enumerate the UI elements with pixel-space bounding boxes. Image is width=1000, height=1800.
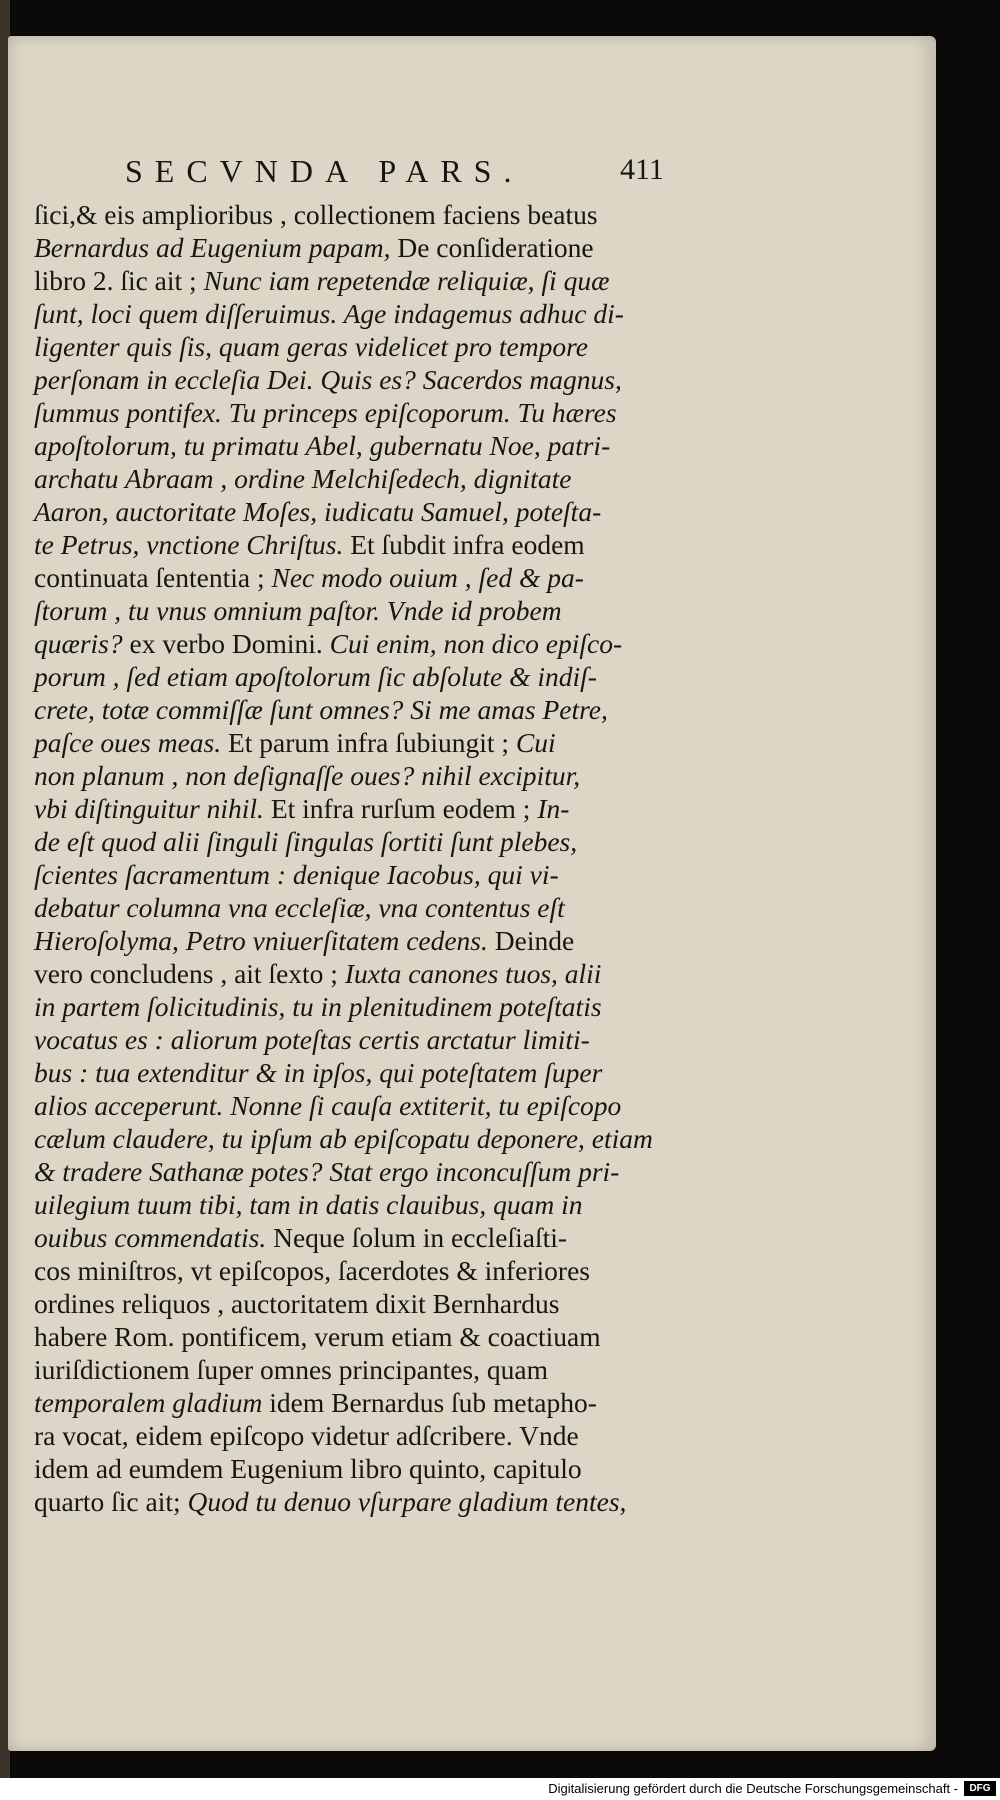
italic-span: archatu Abraam , ordine Melchiſedech, dignitate	[34, 463, 572, 494]
roman-span: vero concludens , ait ſexto ;	[34, 958, 345, 989]
roman-span: ra vocat, eidem epiſcopo videtur adſcribere. Vnde	[34, 1420, 579, 1451]
dfg-logo: DFG	[964, 1781, 996, 1796]
text-line	[34, 231, 674, 264]
roman-span: Et parum infra ſubiungit ;	[221, 727, 516, 758]
italic-span: bus : tua extenditur & in ipſos, qui poteſtatem ſuper	[34, 1057, 603, 1088]
text-line	[34, 1287, 674, 1320]
roman-span: iuriſdictionem ſuper omnes principantes, quam	[34, 1354, 548, 1385]
roman-span: ordines reliquos , auctoritatem dixit Bernhardus	[34, 1288, 560, 1319]
text-line	[34, 858, 674, 891]
italic-span: Cui enim, non dico epiſco-	[329, 628, 623, 659]
text-line	[34, 1155, 674, 1188]
italic-span: ſcientes ſacramentum : denique Iacobus, qui vi-	[34, 859, 559, 890]
roman-span: Et infra rurſum eodem ;	[263, 793, 538, 824]
text-line	[34, 990, 674, 1023]
text-line	[34, 627, 674, 660]
roman-span: idem ad eumdem Eugenium libro quinto, capitulo	[34, 1453, 582, 1484]
text-line	[34, 693, 674, 726]
text-line	[34, 1056, 674, 1089]
text-line	[34, 1485, 674, 1518]
footer-strip	[0, 1778, 1000, 1800]
italic-span: cælum claudere, tu ipſum ab epiſcopatu deponere, etiam	[34, 1123, 653, 1154]
text-line	[34, 561, 674, 594]
text-line	[34, 198, 674, 231]
italic-span: temporalem gladium	[34, 1387, 263, 1418]
roman-span: idem Bernardus ſub metapho-	[262, 1387, 597, 1418]
roman-span: ſici,& eis amplioribus , collectionem faciens beatus	[34, 199, 598, 230]
roman-span: cos miniſtros, vt epiſcopos, ſacerdotes & inferiores	[34, 1255, 590, 1286]
italic-span: vocatus es : aliorum poteſtas certis arctatur limiti-	[34, 1024, 590, 1055]
italic-span: & tradere Sathanæ potes? Stat ergo inconcuſſum pri-	[34, 1156, 620, 1187]
italic-span: Nunc iam repetendæ reliquiæ, ſi quæ	[203, 265, 610, 296]
text-line	[34, 528, 674, 561]
italic-span: Aaron, auctoritate Moſes, iudicatu Samuel, poteſta-	[34, 496, 602, 527]
roman-span: De conſideratione	[390, 232, 594, 263]
text-line	[34, 1023, 674, 1056]
text-line	[34, 264, 674, 297]
italic-span: Cui	[515, 727, 556, 758]
italic-span: ligenter quis ſis, quam geras videlicet pro tempore	[34, 331, 588, 362]
italic-span: uilegium tuum tibi, tam in datis clauibus, quam in	[34, 1189, 583, 1220]
roman-span: Deinde	[487, 925, 575, 956]
text-line	[34, 330, 674, 363]
italic-span: Iuxta canones tuos, alii	[344, 958, 602, 989]
text-line	[34, 1089, 674, 1122]
italic-span: porum , ſed etiam apoſtolorum ſic abſolute & indiſ-	[34, 661, 597, 692]
text-line	[34, 1386, 674, 1419]
text-line	[34, 891, 674, 924]
roman-span: Neque ſolum in eccleſiaſti-	[266, 1222, 568, 1253]
text-line	[34, 1452, 674, 1485]
text-line	[34, 726, 674, 759]
italic-span: ſummus pontifex. Tu princeps epiſcoporum. Tu hæres	[34, 397, 617, 428]
italic-span: Hieroſolyma, Petro vniuerſitatem cedens.	[34, 925, 488, 956]
text-line	[34, 1254, 674, 1287]
italic-span: debatur columna vna eccleſiæ, vna contentus eſt	[34, 892, 565, 923]
roman-span: libro 2. ſic ait ;	[34, 265, 204, 296]
italic-span: ouibus commendatis.	[34, 1222, 267, 1253]
text-line	[34, 594, 674, 627]
italic-span: ſunt, loci quem diſſeruimus. Age indagemus adhuc di-	[34, 298, 624, 329]
italic-span: ſtorum , tu vnus omnium paſtor. Vnde id probem	[34, 595, 562, 626]
roman-span: quarto ſic ait;	[34, 1486, 188, 1517]
text-line	[34, 462, 674, 495]
text-line	[34, 759, 674, 792]
italic-span: Quod tu denuo vſurpare gladium tentes,	[187, 1486, 627, 1517]
italic-span: apoſtolorum, tu primatu Abel, gubernatu Noe, patri-	[34, 430, 611, 461]
footer-credit: Digitalisierung gefördert durch die Deutsche Forschungsgemeinschaft -	[548, 1781, 958, 1796]
text-line	[34, 1353, 674, 1386]
text-line	[34, 1221, 674, 1254]
italic-span: de eſt quod alii ſinguli ſingulas ſortiti ſunt plebes,	[34, 826, 578, 857]
italic-span: alios acceperunt. Nonne ſi cauſa extiterit, tu epiſcopo	[34, 1090, 622, 1121]
body-text	[34, 198, 674, 1518]
italic-span: quæris?	[34, 628, 130, 659]
italic-span: paſce oues meas.	[34, 727, 222, 758]
italic-span: non planum , non deſignaſſe oues? nihil excipitur,	[34, 760, 581, 791]
roman-span: habere Rom. pontificem, verum etiam & coactiuam	[34, 1321, 601, 1352]
text-line	[34, 297, 674, 330]
text-line	[34, 924, 674, 957]
roman-span: continuata ſententia ;	[34, 562, 272, 593]
text-line	[34, 1122, 674, 1155]
text-line	[34, 1419, 674, 1452]
text-line	[34, 660, 674, 693]
text-line	[34, 429, 674, 462]
text-line	[34, 1188, 674, 1221]
text-line	[34, 495, 674, 528]
italic-span: Bernardus ad Eugenium papam,	[34, 232, 391, 263]
running-title: SECVNDA PARS.	[125, 153, 524, 189]
text-line	[34, 792, 674, 825]
text-line	[34, 363, 674, 396]
italic-span: perſonam in eccleſia Dei. Quis es? Sacerdos magnus,	[34, 364, 622, 395]
italic-span: crete, totæ commiſſæ ſunt omnes? Si me amas Petre,	[34, 694, 608, 725]
roman-span: ex verbo Domini.	[129, 628, 330, 659]
text-line	[34, 396, 674, 429]
text-line	[34, 957, 674, 990]
text-line	[34, 1320, 674, 1353]
roman-span: Et ſubdit infra eodem	[343, 529, 585, 560]
italic-span: Nec modo ouium , ſed & pa-	[271, 562, 584, 593]
page-number: 411	[620, 153, 664, 186]
italic-span: In-	[537, 793, 570, 824]
italic-span: in partem ſolicitudinis, tu in plenitudinem poteſtatis	[34, 991, 602, 1022]
text-line	[34, 825, 674, 858]
italic-span: te Petrus, vnctione Chriſtus.	[34, 529, 344, 560]
italic-span: vbi diſtinguitur nihil.	[34, 793, 264, 824]
